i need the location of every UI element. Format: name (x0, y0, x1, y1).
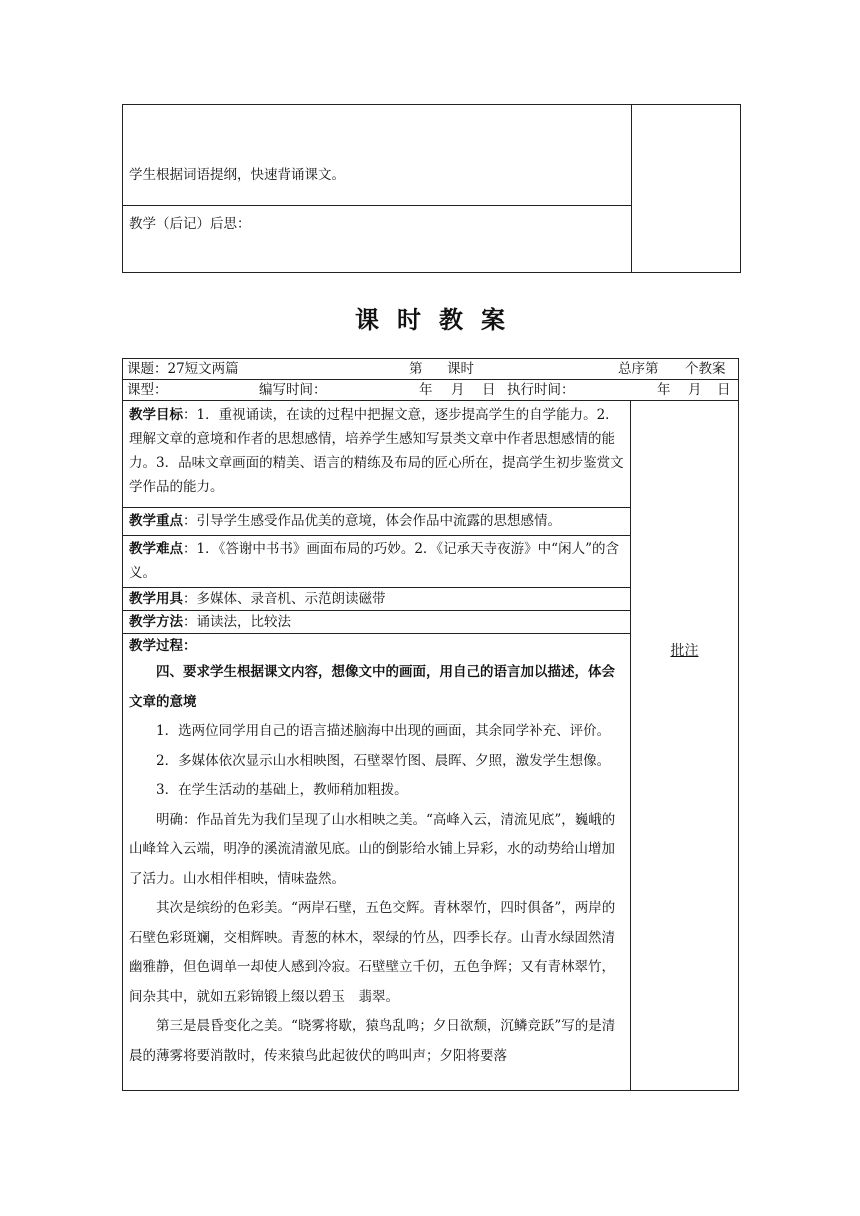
tools-cell (123, 588, 631, 611)
type-label: 课型： (127, 382, 168, 398)
total-prefix: 总序第 (618, 361, 659, 377)
process-paragraph-4: 明确：作品首先为我们呈现了山水相映之美。“高峰入云，清流见底”，巍峨的山峰耸入云端，明净的溪流清澈见底。山的倒影给水铺上异彩，水的动势给山增加了活力。山水相伴相映，情味盎然。 (129, 811, 616, 887)
methods-text: ：诵读法，比较法 (183, 614, 291, 630)
methods-cell (123, 611, 631, 634)
key-points-label: 教学重点 (129, 513, 183, 529)
total-suffix: 个教案 (685, 361, 726, 377)
tools-text: ：多媒体、录音机、示范朗读磁带 (183, 591, 386, 607)
process-paragraph-6: 第三是晨昏变化之美。“晓雾将歇，猿鸟乱鸣；夕日欲颓，沉鳞竞跃”写的是清晨的薄雾将要消散时，传来猿鸟此起彼伏的鸣叫声；夕阳将要落 (129, 1018, 616, 1064)
date1-month: 月 (451, 382, 465, 398)
process-paragraph-3: 3．在学生活动的基础上，教师稍加粗拨。 (156, 782, 408, 798)
difficulties-cell (123, 536, 631, 588)
header-row-topic (123, 359, 739, 380)
date2-month: 月 (688, 382, 702, 398)
difficulties-label: 教学难点 (129, 541, 183, 557)
difficulties-text: ：1．《答谢中书书》画面布局的巧妙。2．《记承天寺夜游》中“闲人”的含义。 (129, 541, 619, 581)
lesson-prefix: 第 (409, 361, 423, 377)
notes-column (632, 105, 741, 273)
recite-cell (123, 105, 632, 206)
notes-label: 批注 (670, 642, 699, 659)
objectives-label: 教学目标 (129, 407, 183, 423)
reflection-cell (123, 206, 632, 273)
lesson-suffix: 课时 (447, 361, 474, 377)
objectives-cell (123, 401, 631, 508)
date1-day: 日 (482, 382, 496, 398)
write-time-label: 编写时间： (259, 382, 327, 398)
previous-lesson-table (122, 104, 741, 273)
header-row-time (123, 380, 739, 401)
date2-day: 日 (717, 382, 731, 398)
date2-year: 年 (657, 382, 671, 398)
notes-column-main (631, 401, 739, 1091)
key-points-cell (123, 508, 631, 536)
process-section-title: 四、要求学生根据课文内容，想像文中的画面，用自己的语言加以描述，体会文章的意境 (129, 664, 615, 710)
page-title: 课时教案 (355, 306, 523, 334)
process-paragraph-1: 1．选两位同学用自己的语言描述脑海中出现的画面，其余同学补充、评价。 (156, 723, 611, 739)
reflection-label: 教学（后记）后思： (129, 216, 251, 232)
recite-text: 学生根据词语提纲，快速背诵课文。 (129, 167, 345, 183)
exec-time-label: 执行时间： (507, 382, 575, 398)
process-paragraph-2: 2．多媒体依次显示山水相映图，石壁翠竹图、晨晖、夕照，激发学生想像。 (156, 752, 611, 769)
process-label: 教学过程 (129, 638, 183, 654)
process-colon: ： (183, 638, 197, 654)
lesson-plan-table (122, 358, 739, 1091)
process-cell (123, 634, 631, 1091)
methods-label: 教学方法 (129, 614, 183, 630)
objectives-text: ：1．重视诵读，在读的过程中把握文意，逐步提高学生的自学能力。2．理解文章的意境和作者的思想感情，培养学生感知写景类文章中作者思想感情的能力。3．品味文章画面的精美、语言的精练及布局的匠心所在，提高学生初步鉴赏文学作品的能力。 (129, 407, 624, 495)
topic: 课题：27短文两篇 (127, 361, 239, 377)
process-paragraph-5: 其次是缤纷的色彩美。“两岸石壁，五色交辉。青林翠竹，四时俱备”，两岸的石壁色彩斑斓，交相辉映。青葱的林木，翠绿的竹丛，四季长存。山青水绿固然清幽雅静，但色调单一却使人感到冷寂。石壁壁立千仞，五色争辉；又有青林翠竹，间杂其中，就如五彩锦锻上缀以碧玉 翡翠。 (129, 900, 616, 1005)
date1-year: 年 (419, 382, 433, 398)
key-points-text: ：引导学生感受作品优美的意境，体会作品中流露的思想感情。 (183, 513, 561, 529)
tools-label: 教学用具 (129, 591, 183, 607)
